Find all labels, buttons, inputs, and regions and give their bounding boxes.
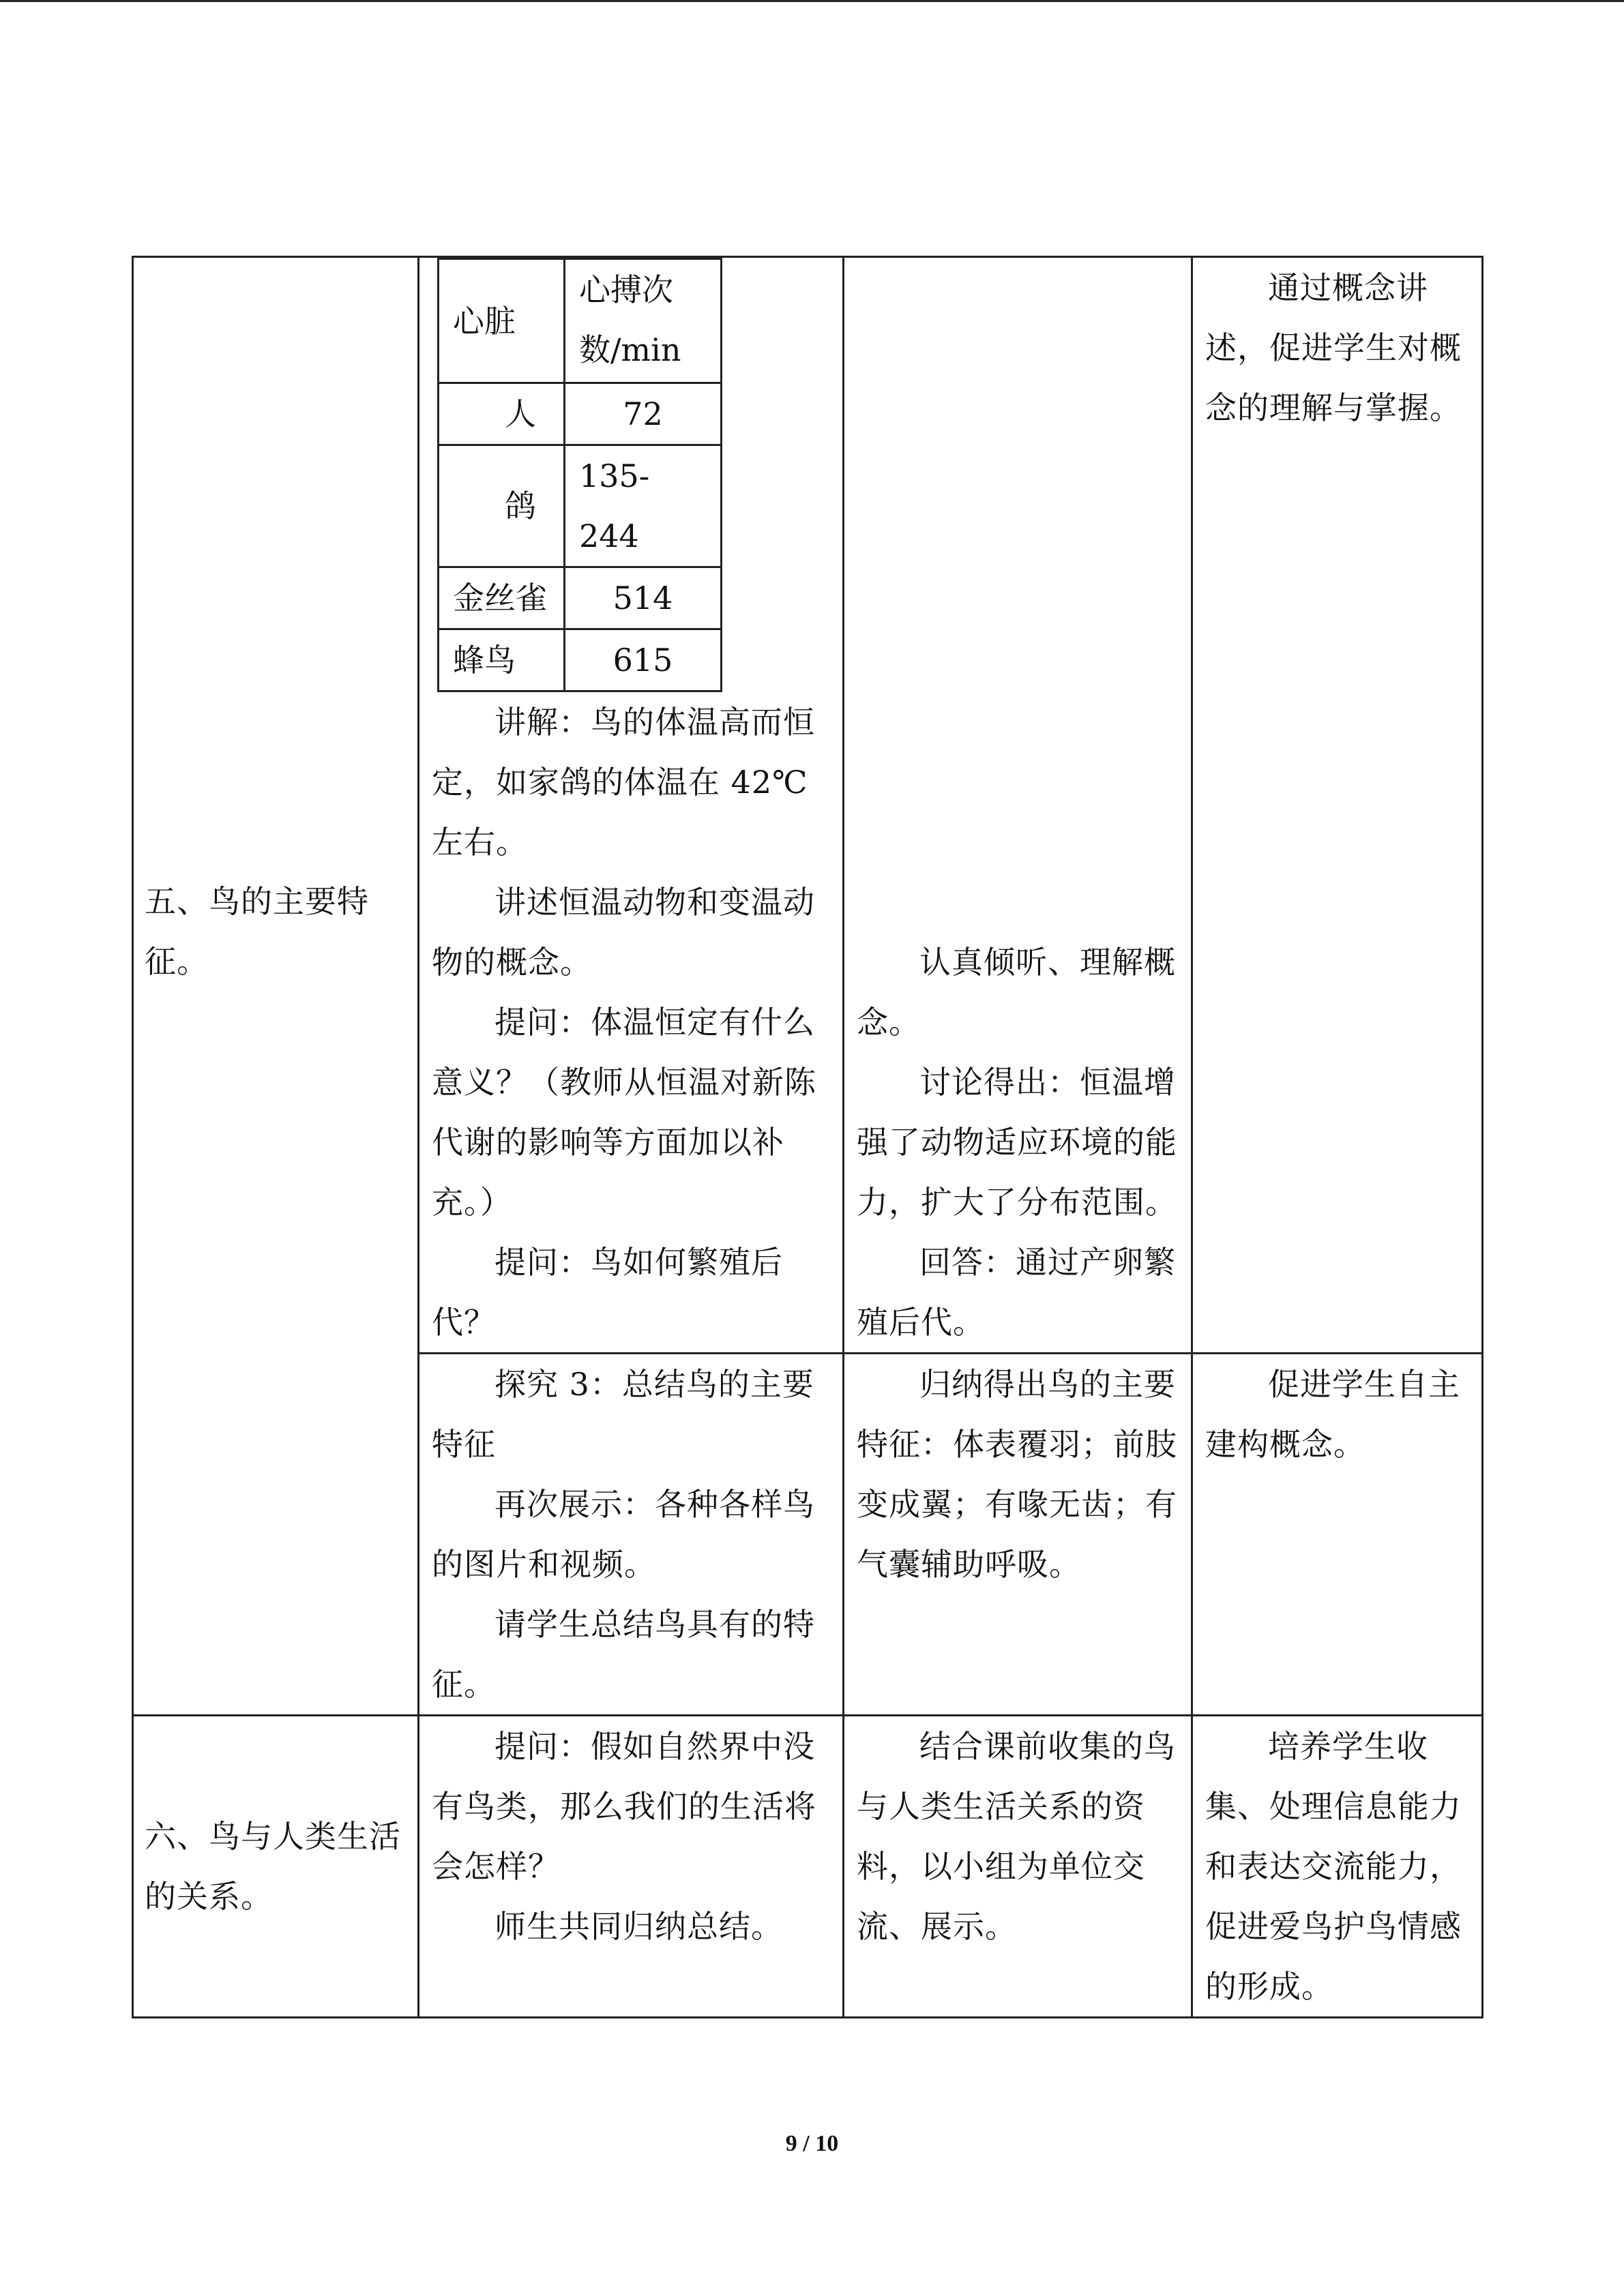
table-row-human-relation bbox=[133, 1716, 1483, 2018]
design-intent-cell bbox=[1192, 257, 1483, 1354]
table-row-birds-features bbox=[133, 257, 1483, 1354]
heart-organ-name: 金丝雀 bbox=[439, 567, 565, 629]
heart-header-organ: 心脏 bbox=[439, 259, 565, 383]
teacher-activity-cell bbox=[419, 1716, 844, 2018]
stage-label: 五、鸟的主要特征。 bbox=[145, 883, 369, 980]
table-row bbox=[439, 383, 722, 445]
teacher-paragraph: 提问：假如自然界中没有鸟类，那么我们的生活将会怎样？ bbox=[432, 1728, 816, 1885]
student-activity-cell bbox=[844, 1716, 1192, 2018]
teacher-paragraph: 再次展示：各种各样鸟的图片和视频。 bbox=[432, 1486, 815, 1583]
teacher-activity-cell bbox=[419, 257, 844, 1354]
design-intent-text: 促进学生自主建构概念。 bbox=[1205, 1366, 1460, 1463]
design-intent-text: 通过概念讲述，促进学生对概念的理解与掌握。 bbox=[1205, 269, 1462, 426]
teacher-paragraph: 请学生总结鸟具有的特征。 bbox=[432, 1606, 815, 1703]
heart-table-header bbox=[439, 259, 722, 383]
heart-rate-table bbox=[437, 258, 722, 692]
design-intent-text: 培养学生收集、处理信息能力和表达交流能力，促进爱鸟护鸟情感的形成。 bbox=[1205, 1728, 1462, 2005]
design-intent-cell bbox=[1192, 1354, 1483, 1716]
heart-organ-name: 蜂鸟 bbox=[439, 629, 565, 691]
lesson-plan-table bbox=[132, 256, 1483, 2018]
stage-cell bbox=[133, 257, 419, 1716]
student-paragraph: 结合课前收集的鸟与人类生活关系的资料，以小组为单位交流、展示。 bbox=[857, 1728, 1176, 1945]
heart-rate-value: 72 bbox=[565, 383, 722, 445]
heart-rate-value: 135-244 bbox=[565, 445, 722, 567]
heart-rate-value: 514 bbox=[565, 567, 722, 629]
student-activity-cell bbox=[844, 1354, 1192, 1716]
teacher-paragraph: 探究 3：总结鸟的主要特征 bbox=[432, 1366, 814, 1463]
teacher-paragraph: 提问：体温恒定有什么意义？（教师从恒温对新陈代谢的影响等方面加以补充。） bbox=[432, 1004, 816, 1221]
heart-header-rate: 心搏次数/min bbox=[565, 259, 722, 383]
table-row bbox=[439, 445, 722, 567]
heart-organ-name: 人 bbox=[439, 383, 565, 445]
page-number: 9 / 10 bbox=[785, 2131, 839, 2156]
design-intent-cell bbox=[1192, 1716, 1483, 2018]
teacher-paragraph: 讲解：鸟的体温高而恒定，如家鸽的体温在 42℃左右。 bbox=[432, 704, 815, 861]
student-activity-cell bbox=[844, 257, 1192, 1354]
teacher-activity-cell bbox=[419, 1354, 844, 1716]
stage-label: 六、鸟与人类生活的关系。 bbox=[145, 1818, 401, 1915]
student-paragraph: 归纳得出鸟的主要特征：体表覆羽；前肢变成翼；有喙无齿；有气囊辅助呼吸。 bbox=[857, 1366, 1177, 1583]
teacher-paragraph: 讲述恒温动物和变温动物的概念。 bbox=[432, 884, 815, 981]
heart-organ-name: 鸽 bbox=[439, 445, 565, 567]
table-row bbox=[439, 629, 722, 691]
heart-rate-value: 615 bbox=[565, 629, 722, 691]
stage-cell bbox=[133, 1716, 419, 2018]
teacher-paragraph: 提问：鸟如何繁殖后代？ bbox=[432, 1244, 783, 1341]
teacher-paragraph: 师生共同归纳总结。 bbox=[494, 1908, 783, 1945]
page-top-border bbox=[0, 0, 1624, 2]
table-row bbox=[439, 567, 722, 629]
student-paragraph: 讨论得出：恒温增强了动物适应环境的能力，扩大了分布范围。 bbox=[857, 1064, 1177, 1221]
student-paragraph: 认真倾听、理解概念。 bbox=[857, 944, 1176, 1041]
student-paragraph: 回答：通过产卵繁殖后代。 bbox=[857, 1244, 1176, 1341]
